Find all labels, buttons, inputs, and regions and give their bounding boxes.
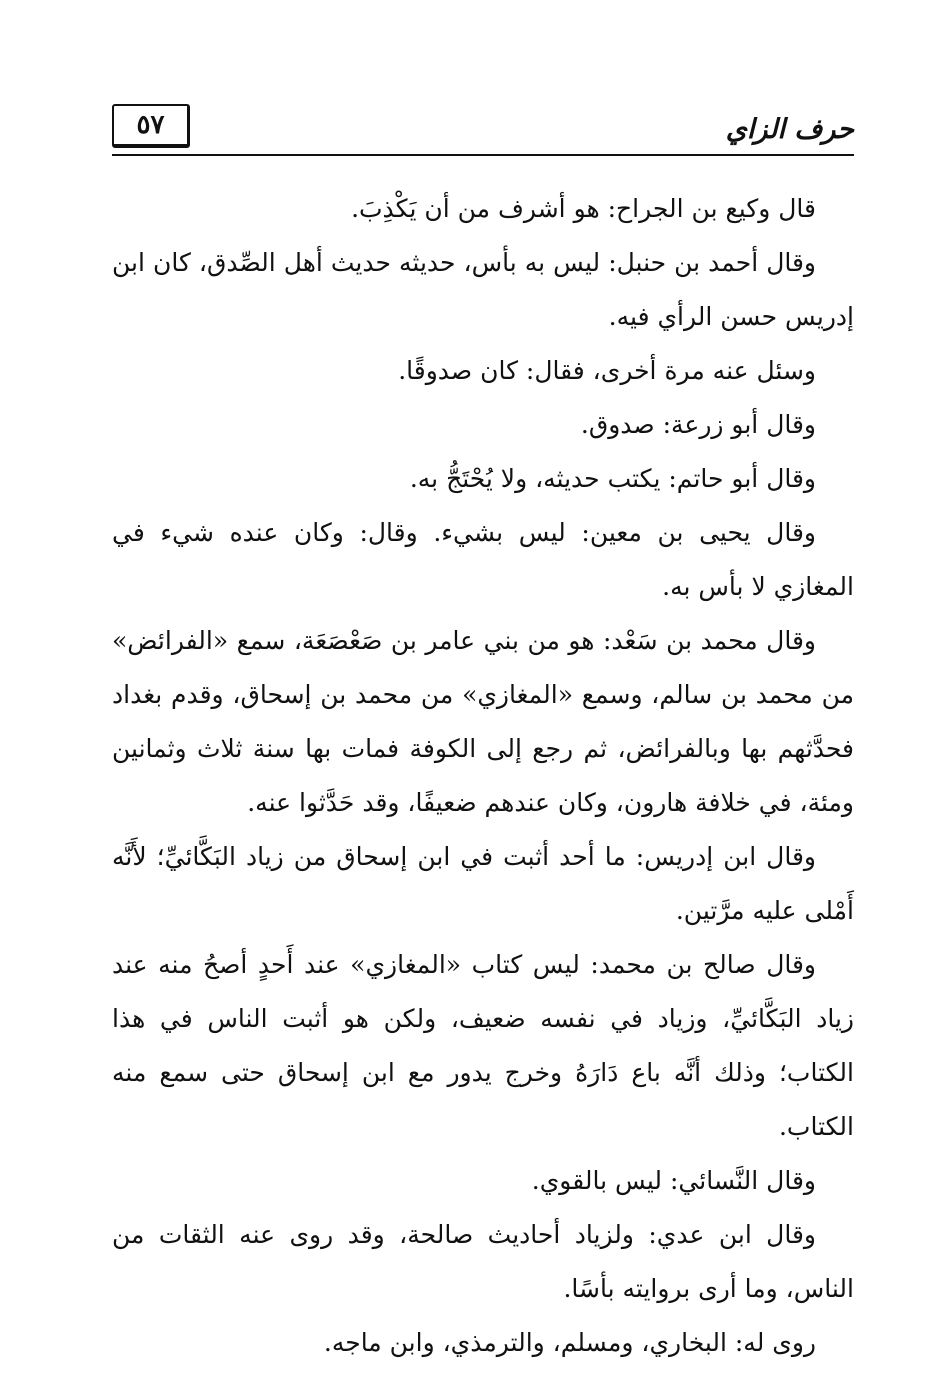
- paragraph: وقال أبو زرعة: صدوق.: [580, 410, 816, 439]
- paragraph: وسئل عنه مرة أخرى، فقال: كان صدوقًا.: [398, 356, 816, 385]
- paragraph: وقال محمد بن سَعْد: هو من بني عامر بن صَعْصَعَة، سمع «الفرائض» من محمد بن سالم، وسمع «المغازي» من محمد بن إسحاق، وقدم بغداد فحدَّثهم بها وبالفرائض، ثم رجع إلى الكوفة فمات بها سنة ثلاث وثمانين ومئة، في خلافة هارون، وكان عندهم ضعيفًا، وقد حَدَّثوا عنه.: [112, 626, 854, 817]
- page-number: ٥٧: [112, 104, 190, 148]
- paragraph: روى له: البخاري، ومسلم، والترمذي، وابن ماجه.: [323, 1328, 816, 1357]
- paragraph: وقال النَّسائي: ليس بالقوي.: [531, 1166, 816, 1195]
- paragraph: وقال أبو حاتم: يكتب حديثه، ولا يُحْتَجُّ به.: [409, 464, 816, 493]
- paragraph: قال وكيع بن الجراح: هو أشرف من أن يَكْذِبَ.: [351, 194, 816, 223]
- paragraph: وقال صالح بن محمد: ليس كتاب «المغازي» عند أَحدٍ أصحُ منه عند زياد البَكَّائيِّ، وزياد في نفسه ضعيف، ولكن هو أثبت الناس في هذا الكتاب؛ وذلك أنَّه باع دَارَهُ وخرج يدور مع ابن إسحاق حتى سمع منه الكتاب.: [112, 950, 854, 1141]
- header-rule: [112, 154, 854, 156]
- paragraph: وقال ابن إدريس: ما أحد أثبت في ابن إسحاق من زياد البَكَّائيِّ؛ لأَنَّه أَمْلى عليه مرَّتين.: [112, 842, 854, 925]
- paragraph: وقال أحمد بن حنبل: ليس به بأس، حديثه حديث أهل الصِّدق، كان ابن إدريس حسن الرأي فيه.: [112, 248, 854, 331]
- paragraph: وقال ابن عدي: ولزياد أحاديث صالحة، وقد روى عنه الثقات من الناس، وما أرى بروايته بأسًا.: [112, 1220, 854, 1303]
- running-title: حرف الزاي: [725, 114, 854, 145]
- page-header: [112, 98, 854, 158]
- paragraph: وقال يحيى بن معين: ليس بشيء. وقال: وكان عنده شيء في المغازي لا بأس به.: [112, 518, 854, 601]
- page-body: [112, 182, 854, 1370]
